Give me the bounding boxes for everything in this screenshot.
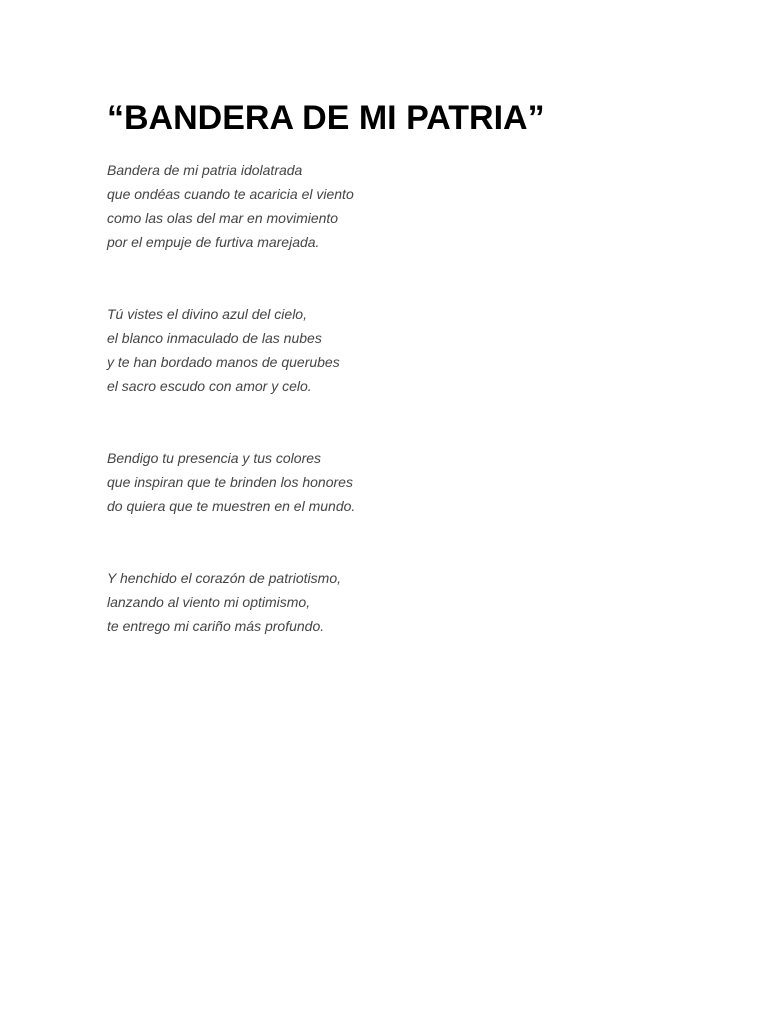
- stanza-1: [107, 158, 667, 254]
- poem-line: y te han bordado manos de querubes: [107, 354, 340, 370]
- poem-line: te entrego mi cariño más profundo.: [107, 618, 325, 634]
- stanza-2: [107, 302, 667, 398]
- poem-line: que ondéas cuando te acaricia el viento: [107, 186, 354, 202]
- poem-line: el sacro escudo con amor y celo.: [107, 378, 312, 394]
- poem-line: lanzando al viento mi optimismo,: [107, 594, 311, 610]
- stanza-4: [107, 566, 667, 638]
- poem-line: Bandera de mi patria idolatrada: [107, 162, 303, 178]
- poem-line: por el empuje de furtiva marejada.: [107, 234, 320, 250]
- poem-line: como las olas del mar en movimiento: [107, 210, 339, 226]
- poem-line: do quiera que te muestren en el mundo.: [107, 498, 356, 514]
- poem-line: el blanco inmaculado de las nubes: [107, 330, 322, 346]
- poem-line: Bendigo tu presencia y tus colores: [107, 450, 322, 466]
- poem-line: Y henchido el corazón de patriotismo,: [107, 570, 341, 586]
- stanza-3: [107, 446, 667, 518]
- poem-line: Tú vistes el divino azul del cielo,: [107, 306, 307, 322]
- poem-line: que inspiran que te brinden los honores: [107, 474, 353, 490]
- poem-body: [107, 158, 667, 638]
- poem-title: “BANDERA DE MI PATRIA”: [107, 99, 545, 137]
